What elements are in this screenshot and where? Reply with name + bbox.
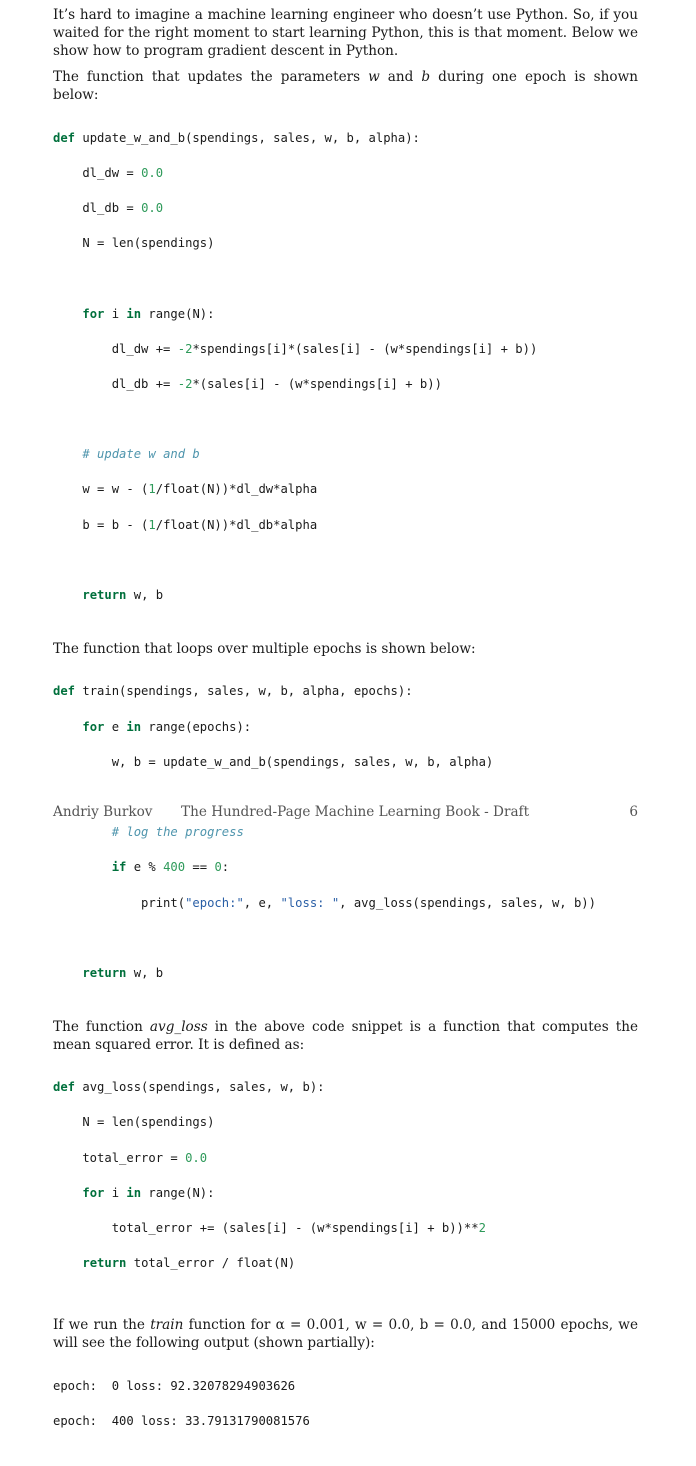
code-line <box>53 165 638 183</box>
code-token: i <box>104 1185 127 1200</box>
code-token: total_error / float(N) <box>126 1256 296 1271</box>
code-token: range(epochs): <box>141 719 252 734</box>
code-block-update <box>53 112 638 640</box>
code-token: for <box>82 719 105 734</box>
code-token: return <box>82 965 127 980</box>
code-line <box>53 376 638 394</box>
code-token <box>53 1186 82 1200</box>
code-token: dl_dw += <box>53 341 178 356</box>
code-line <box>53 754 638 772</box>
code-line <box>53 1220 638 1238</box>
loop-function-intro: The function that loops over multiple epochs is shown below: <box>53 640 476 657</box>
footer-book-title: The Hundred-Page Machine Learning Book - Draft <box>181 804 530 820</box>
code-token: w, b <box>126 965 164 980</box>
code-token: *(sales[i] - (w*spendings[i] + b)) <box>192 376 442 391</box>
code-token <box>53 447 82 461</box>
code-token <box>53 1256 82 1270</box>
code-token: in <box>126 306 142 321</box>
fn-name: avg_loss <box>149 1018 208 1035</box>
code-line <box>53 1079 638 1097</box>
code-token: i <box>104 306 127 321</box>
code-token: "epoch:" <box>185 895 244 910</box>
code-token: w, b <box>126 588 164 603</box>
code-token <box>53 825 112 839</box>
code-token: return <box>82 1256 127 1271</box>
fn-name: train <box>150 1317 184 1333</box>
code-token: , avg_loss(spendings, sales, w, b)) <box>339 895 596 910</box>
code-token: N = len(spendings) <box>53 1115 215 1130</box>
code-token: for <box>82 1185 105 1200</box>
avg-loss-intro: The function avg_loss in the above code snippet is a function that computes the mean squared error. It is defined as: <box>53 1018 638 1053</box>
code-token: 0.0 <box>141 200 164 215</box>
code-comment <box>53 446 638 464</box>
code-token: "loss: " <box>280 895 340 910</box>
page-number: 6 <box>629 804 638 820</box>
code-line <box>53 306 638 324</box>
code-line <box>53 481 638 499</box>
code-token: return <box>82 588 127 603</box>
code-line <box>53 341 638 359</box>
code-token: /float(N))*dl_dw*alpha <box>155 482 318 497</box>
code-block-train <box>53 666 638 1018</box>
code-token <box>53 307 82 321</box>
code-token: e % <box>126 860 164 875</box>
code-token: : <box>221 860 230 875</box>
code-token: def <box>53 1080 76 1095</box>
code-token: w, b = update_w_and_b(spendings, sales, w, b, alpha) <box>53 754 494 769</box>
text: during one epoch is shown below: <box>53 69 638 103</box>
code-token: dl_db += <box>53 376 178 391</box>
code-token: total_error = <box>53 1150 186 1165</box>
code-line <box>53 1185 638 1203</box>
code-line <box>53 719 638 737</box>
code-token: dl_dw = <box>53 165 142 180</box>
text: and <box>379 69 422 85</box>
code-token: total_error += (sales[i] - (w*spendings[i] + b))** <box>53 1221 479 1236</box>
code-token: train(spendings, sales, w, b, alpha, epochs): <box>75 684 413 699</box>
code-token <box>53 720 82 734</box>
code-block-avg-loss <box>53 1062 638 1308</box>
code-token: -2 <box>177 376 193 391</box>
code-line <box>53 130 638 148</box>
run-paragraph: If we run the train function for α = 0.001, w = 0.0, b = 0.0, and 15000 epochs, we will see the following output (shown partially): <box>53 1317 638 1351</box>
code-line <box>53 895 638 913</box>
code-token: # log the progress <box>111 825 244 840</box>
code-token: update_w_and_b(spendings, sales, w, b, alpha): <box>75 130 420 145</box>
update-function-intro <box>53 68 638 104</box>
code-line <box>53 587 638 605</box>
code-token: def <box>53 684 76 699</box>
code-line <box>53 965 638 983</box>
code-token: N = len(spendings) <box>53 236 215 251</box>
code-token <box>53 966 82 980</box>
footer-author: Andriy Burkov <box>53 804 153 820</box>
code-line <box>53 1255 638 1273</box>
code-token: w = w - ( <box>53 482 149 497</box>
code-token: 0 <box>214 860 222 875</box>
code-token: 0.0 <box>141 165 164 180</box>
code-line <box>53 517 638 535</box>
code-token: e <box>104 719 127 734</box>
code-token: 2 <box>478 1221 486 1236</box>
code-line <box>53 1150 638 1168</box>
code-line <box>53 1114 638 1132</box>
code-token: *spendings[i]*(sales[i] - (w*spendings[i] + b)) <box>192 341 538 356</box>
code-token: , e, <box>243 895 281 910</box>
page-body <box>53 6 638 1466</box>
code-token: avg_loss(spendings, sales, w, b): <box>75 1080 325 1095</box>
code-token: dl_db = <box>53 200 142 215</box>
code-token: for <box>82 306 105 321</box>
code-line <box>53 200 638 218</box>
output-line: epoch: 0 loss: 92.32078294903626 <box>53 1378 296 1393</box>
math-b: b <box>421 69 431 85</box>
code-line <box>53 235 638 253</box>
code-token: 1 <box>148 482 156 497</box>
code-line <box>53 859 638 877</box>
code-token: in <box>126 1185 142 1200</box>
text: The function that updates the parameters <box>53 69 369 85</box>
code-token: -2 <box>177 341 193 356</box>
code-comment <box>53 824 638 842</box>
code-token: # update w and b <box>82 447 200 462</box>
code-token <box>53 588 82 602</box>
code-token: /float(N))*dl_db*alpha <box>155 517 318 532</box>
code-line <box>53 683 638 701</box>
intro-paragraph: It’s hard to imagine a machine learning engineer who doesn’t use Python. So, if you waited for the right moment to start learning Python, this is that moment. Below we show how to program gradient descent in Python. <box>53 7 638 59</box>
page-footer <box>53 804 638 822</box>
code-token: in <box>126 719 142 734</box>
code-token: 0.0 <box>185 1150 208 1165</box>
code-token: 400 <box>163 860 186 875</box>
code-token: == <box>185 860 215 875</box>
code-token: b = b - ( <box>53 517 149 532</box>
code-token: 1 <box>148 517 156 532</box>
code-token: range(N): <box>141 306 215 321</box>
code-token: if <box>111 860 127 875</box>
code-token: print( <box>53 895 186 910</box>
code-token <box>53 860 112 874</box>
code-token: range(N): <box>141 1185 215 1200</box>
keyword: def <box>53 130 76 145</box>
math-w: w <box>368 69 380 85</box>
output-line: epoch: 400 loss: 33.79131790081576 <box>53 1413 310 1428</box>
output-block <box>53 1360 638 1466</box>
